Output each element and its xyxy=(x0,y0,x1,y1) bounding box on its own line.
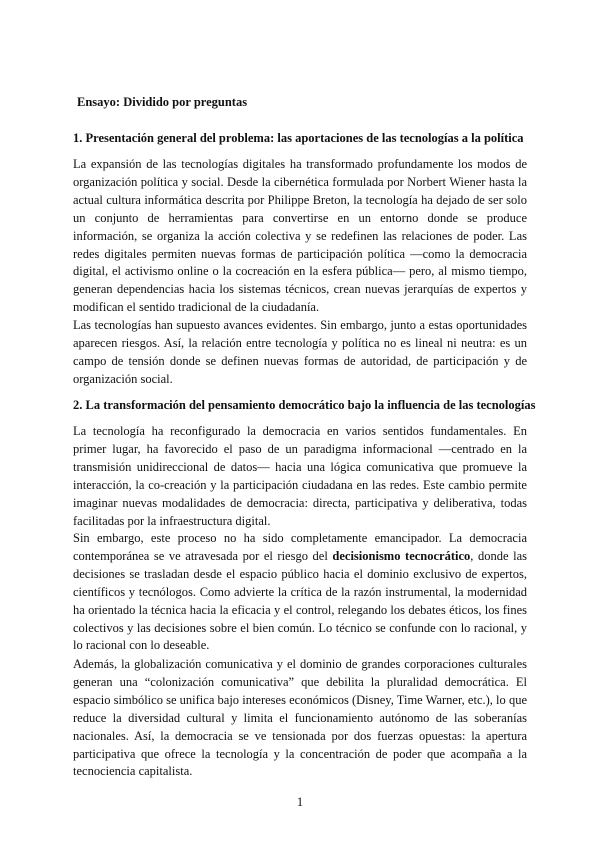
document-title: Ensayo: Dividido por preguntas xyxy=(77,95,248,109)
section-2-paragraph-2 xyxy=(73,530,527,655)
section-2-heading: 2. La transformación del pensamiento democrático bajo la influencia de las tecnologías xyxy=(73,398,536,412)
section-1-heading: 1. Presentación general del problema: las aportaciones de las tecnologías a la política xyxy=(73,131,524,145)
section-1-paragraph-1: La expansión de las tecnologías digitales ha transformado profundamente los modos de organización política y social. Desde la cibernética formulada por Norbert Wiener hasta la actual cultura informática descrita por Philippe Breton, la tecnología ha dejado de ser solo un conjunto de herramientas para convertirse en un entorno donde se produce información, se organiza la acción colectiva y se redefinen las relaciones de poder. Las redes digitales permiten nuevas formas de participación política —como la democracia digital, el activismo online o la cocreación en la esfera pública— pero, al mismo tiempo, generan dependencias hacia los sistemas técnicos, crean nuevas jerarquías de expertos y modifican el sentido tradicional de la ciudadanía. xyxy=(73,157,527,315)
paragraph-text-before: Sin embargo, este proceso no ha sido completamente emancipador. La democracia contemporánea se ve atravesada por el riesgo del xyxy=(73,531,527,563)
section-2-paragraph-3: Además, la globalización comunicativa y el dominio de grandes corporaciones culturales generan una “colonización comunicativa” que debilita la pluralidad democrática. El espacio simbólico se unifica bajo intereses económicos (Disney, Time Warner, etc.), lo que reduce la diversidad cultural y limita el funcionamiento autónomo de las soberanías nacionales. Así, la democracia se ve tensionada por dos fuerzas opuestas: la apertura participativa que ofrece la tecnología y la concentración de poder que acompaña a la tecnociencia capitalista. xyxy=(73,657,527,779)
section-1-paragraph-2: Las tecnologías han supuesto avances evidentes. Sin embargo, junto a estas oportunidades aparecen riesgos. Así, la relación entre tecnología y política no es lineal ni neutra: es un campo de tensión donde se definen nuevas formas de autoridad, de participación y de organización social. xyxy=(73,318,527,386)
emphasis-decisionismo: decisionismo tecnocrático xyxy=(332,548,471,563)
page-number: 1 xyxy=(296,795,304,809)
paragraph-text-after: , donde las decisiones se trasladan desde el espacio público hacia el dominio exclusivo de expertos, científicos y tecnólogos. Como advierte la crítica de la razón instrumental, la modernidad ha orientado la técnica hacia la eficacia y el control, relegando los debates éticos, los fines colectivos y las decisiones sobre el bien común. Lo técnico se confunde con lo racional, y lo racional con lo deseable. xyxy=(73,548,527,653)
section-2-paragraph-1: La tecnología ha reconfigurado la democracia en varios sentidos fundamentales. En primer lugar, ha favorecido el paso de un paradigma informacional —centrado en la transmisión unidireccional de datos— hacia una lógica comunicativa que promueve la interacción, la co-creación y la participación ciudadana en las redes. Este cambio permite imaginar nuevas modalidades de democracia: directa, participativa y deliberativa, todas facilitadas por la infraestructura digital. xyxy=(73,424,527,528)
